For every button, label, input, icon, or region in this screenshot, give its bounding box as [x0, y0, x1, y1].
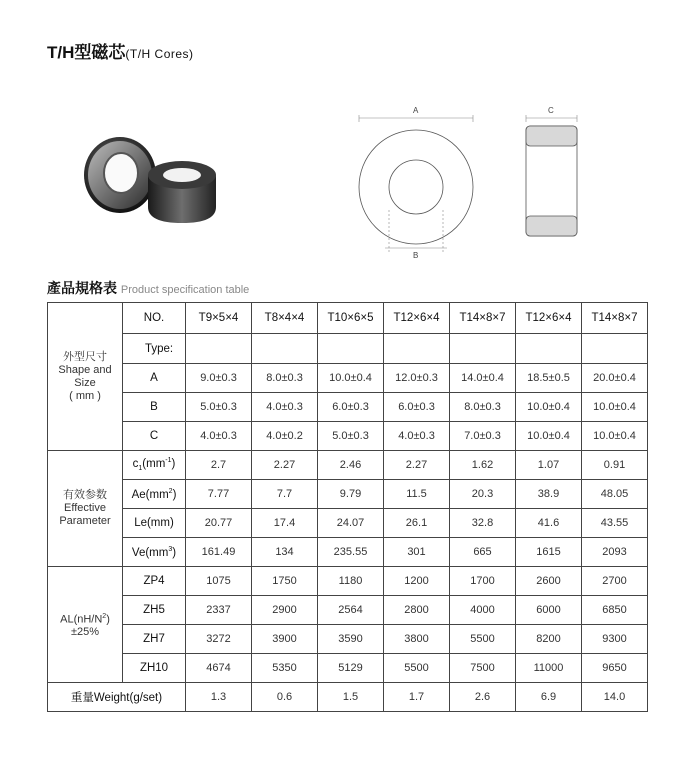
- cell: 11000: [516, 654, 582, 683]
- cell: 1.3: [186, 683, 252, 712]
- cell: 6.0±0.3: [318, 393, 384, 422]
- column-header: T9×5×4: [186, 303, 252, 334]
- row-label: $Ve(mm^3)$: [123, 538, 186, 567]
- cell: 5129: [318, 654, 384, 683]
- effective-group-en2: Parameter: [59, 515, 111, 527]
- table-row: [48, 393, 648, 422]
- dim-label-c: C: [548, 106, 554, 115]
- cell: 2900: [252, 596, 318, 625]
- cell: 4674: [186, 654, 252, 683]
- cell: 7500: [450, 654, 516, 683]
- row-label: B: [123, 393, 186, 422]
- cell: 7.0±0.3: [450, 422, 516, 451]
- column-header: T14×8×7: [582, 303, 648, 334]
- cell: 3272: [186, 625, 252, 654]
- cell: 6000: [516, 596, 582, 625]
- cell: 2800: [384, 596, 450, 625]
- column-header: T12×6×4: [516, 303, 582, 334]
- page-title: [47, 38, 194, 63]
- cell: 5.0±0.3: [186, 393, 252, 422]
- cell: 4000: [450, 596, 516, 625]
- dimension-drawing: [350, 100, 590, 260]
- shape-group-cell: [48, 303, 123, 451]
- cell: 6.0±0.3: [384, 393, 450, 422]
- table-row: [48, 509, 648, 538]
- row-label: C: [123, 422, 186, 451]
- cell: 9650: [582, 654, 648, 683]
- cell: 32.8: [450, 509, 516, 538]
- cell: 235.55: [318, 538, 384, 567]
- al-group-cell: [48, 567, 123, 683]
- cell: 10.0±0.4: [516, 393, 582, 422]
- cell: 4.0±0.3: [252, 393, 318, 422]
- weight-row: [48, 683, 648, 712]
- cell: 41.6: [516, 509, 582, 538]
- table-row: [48, 654, 648, 683]
- weight-label: 重量Weight(g/set): [48, 683, 186, 712]
- cell: 0.91: [582, 451, 648, 480]
- type-label: Type:: [123, 334, 186, 364]
- cell: 17.4: [252, 509, 318, 538]
- row-label: $Ae(mm^2)$: [123, 480, 186, 509]
- cell: 18.5±0.5: [516, 364, 582, 393]
- cell: 665: [450, 538, 516, 567]
- cell: 301: [384, 538, 450, 567]
- cell: 10.0±0.4: [582, 393, 648, 422]
- cell: 5.0±0.3: [318, 422, 384, 451]
- toroid-cores-photo: [78, 115, 228, 235]
- cell: 20.77: [186, 509, 252, 538]
- title-sub: (T/H Cores): [125, 47, 194, 61]
- table-row: [48, 422, 648, 451]
- cell: 1.62: [450, 451, 516, 480]
- cell: 24.07: [318, 509, 384, 538]
- header-row: [48, 303, 648, 334]
- cell: 43.55: [582, 509, 648, 538]
- cell: 7.7: [252, 480, 318, 509]
- al-group-tolerance: ±25%: [70, 626, 100, 639]
- cell: 2.7: [186, 451, 252, 480]
- dim-label-a: A: [413, 106, 419, 115]
- effective-group-en1: Effective: [64, 502, 106, 514]
- cell: 4.0±0.2: [252, 422, 318, 451]
- section-title: [47, 278, 249, 298]
- spec-table: [47, 302, 648, 712]
- shape-group-unit: ( mm ): [69, 389, 101, 402]
- cell: 1700: [450, 567, 516, 596]
- cell: 161.49: [186, 538, 252, 567]
- cell: 3800: [384, 625, 450, 654]
- no-label: NO.: [123, 303, 186, 334]
- cell: 9300: [582, 625, 648, 654]
- cell: 8.0±0.3: [450, 393, 516, 422]
- cell: 6.9: [516, 683, 582, 712]
- front-view: [359, 115, 473, 252]
- cell: 12.0±0.3: [384, 364, 450, 393]
- table-row: [48, 596, 648, 625]
- al-group-label: $AL(nH/N^2)$: [60, 612, 110, 626]
- cell: 11.5: [384, 480, 450, 509]
- cell: 9.0±0.3: [186, 364, 252, 393]
- cell: 2564: [318, 596, 384, 625]
- shape-group-en1: Shape and: [58, 363, 112, 376]
- cell: 14.0: [582, 683, 648, 712]
- row-label: Le(mm): [123, 509, 186, 538]
- cell: 5500: [450, 625, 516, 654]
- column-header: T12×6×4: [384, 303, 450, 334]
- cell: 10.0±0.4: [516, 422, 582, 451]
- table-row: [48, 480, 648, 509]
- cell: 20.0±0.4: [582, 364, 648, 393]
- cell: 9.79: [318, 480, 384, 509]
- cell: 7.77: [186, 480, 252, 509]
- cell: 5350: [252, 654, 318, 683]
- row-label: ZP4: [123, 567, 186, 596]
- column-header: T10×6×5: [318, 303, 384, 334]
- section-title-en: Product specification table: [120, 284, 250, 296]
- cell: 1.5: [318, 683, 384, 712]
- cell: 134: [252, 538, 318, 567]
- title-main: T/H型磁芯: [47, 43, 126, 62]
- row-label: ZH7: [123, 625, 186, 654]
- cell: 2.27: [252, 451, 318, 480]
- cell: 2093: [582, 538, 648, 567]
- cell: 2.27: [384, 451, 450, 480]
- cell: 1.07: [516, 451, 582, 480]
- table-row: [48, 451, 648, 480]
- cell: 2.6: [450, 683, 516, 712]
- cell: 1750: [252, 567, 318, 596]
- cell: 1615: [516, 538, 582, 567]
- cell: 1075: [186, 567, 252, 596]
- side-view: [526, 115, 577, 236]
- cell: 8200: [516, 625, 582, 654]
- row-label: A: [123, 364, 186, 393]
- cell: 3900: [252, 625, 318, 654]
- cell: 4.0±0.3: [384, 422, 450, 451]
- type-row: [48, 334, 648, 364]
- column-header: T14×8×7: [450, 303, 516, 334]
- cell: 4.0±0.3: [186, 422, 252, 451]
- section-title-zh: 產品規格表: [47, 280, 117, 296]
- table-row: [48, 625, 648, 654]
- row-label: $c_1(mm^{-1})$: [123, 451, 186, 480]
- cell: 10.0±0.4: [318, 364, 384, 393]
- cell: 20.3: [450, 480, 516, 509]
- cell: 1200: [384, 567, 450, 596]
- cell: 10.0±0.4: [582, 422, 648, 451]
- cell: 8.0±0.3: [252, 364, 318, 393]
- cell: 5500: [384, 654, 450, 683]
- cell: 2700: [582, 567, 648, 596]
- cell: 48.05: [582, 480, 648, 509]
- row-label: ZH5: [123, 596, 186, 625]
- dim-label-b: B: [413, 251, 419, 260]
- cell: 2337: [186, 596, 252, 625]
- table-row: [48, 538, 648, 567]
- cell: 6850: [582, 596, 648, 625]
- shape-group-en2: Size: [74, 376, 96, 389]
- table-row: [48, 567, 648, 596]
- cell: 1180: [318, 567, 384, 596]
- effective-group-zh: 有效参数: [63, 489, 107, 501]
- row-label: ZH10: [123, 654, 186, 683]
- cell: 0.6: [252, 683, 318, 712]
- cell: 1.7: [384, 683, 450, 712]
- cell: 14.0±0.4: [450, 364, 516, 393]
- cell: 38.9: [516, 480, 582, 509]
- cell: 26.1: [384, 509, 450, 538]
- table-row: [48, 364, 648, 393]
- effective-group-cell: [48, 451, 123, 567]
- shape-group-zh: 外型尺寸: [63, 350, 107, 363]
- cell: 2600: [516, 567, 582, 596]
- column-header: T8×4×4: [252, 303, 318, 334]
- cell: 2.46: [318, 451, 384, 480]
- cell: 3590: [318, 625, 384, 654]
